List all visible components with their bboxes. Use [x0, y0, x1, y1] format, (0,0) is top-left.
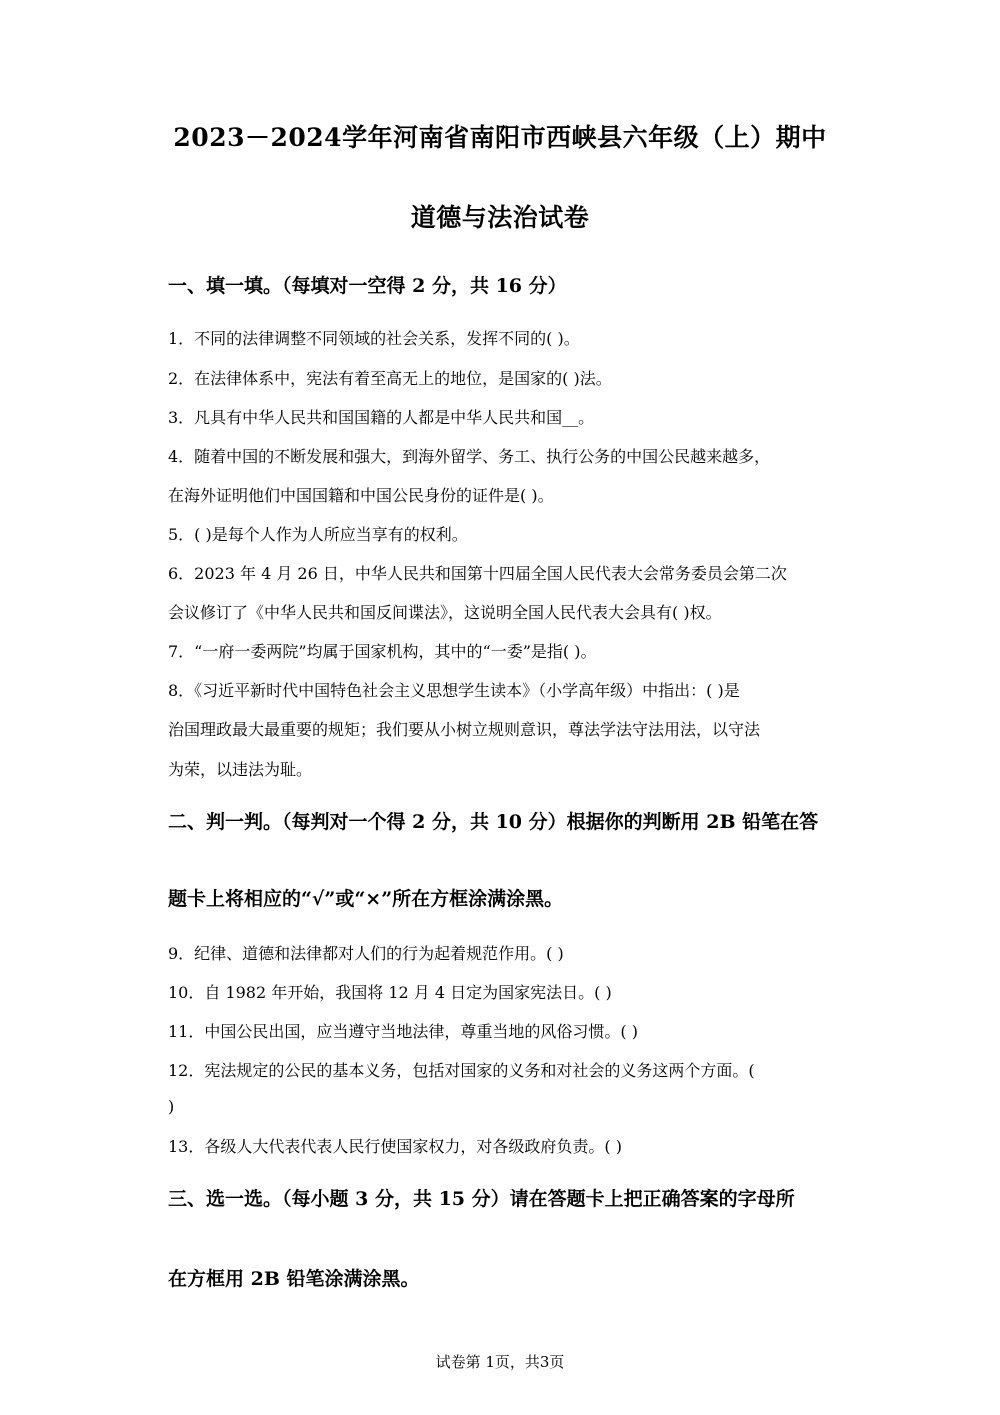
question-line: 3．凡具有中华人民共和国国籍的人都是中华人民共和国__。 [168, 408, 595, 427]
exam-title-line1: 2023－2024学年河南省南阳市西峡县六年级（上）期中 [173, 123, 827, 152]
exam-title-line2: 道德与法治试卷 [410, 203, 590, 232]
question-line: 为荣，以违法为耻。 [168, 760, 313, 779]
question-line: 1．不同的法律调整不同领域的社会关系，发挥不同的( )。 [168, 329, 580, 348]
question-line: 会议修订了《中华人民共和国反间谍法》，这说明全国人民代表大会具有( )权。 [168, 603, 722, 622]
question-line: 10．自 1982 年开始，我国将 12 月 4 日定为国家宪法日。( ) [168, 983, 612, 1002]
question-line: 9．纪律、道德和法律都对人们的行为起着规范作用。( ) [168, 944, 564, 963]
question-line: 治国理政最大最重要的规矩；我们要从小树立规则意识，尊法学法守法用法，以守法 [168, 720, 761, 739]
question-line: 12．宪法规定的公民的基本义务，包括对国家的义务和对社会的义务这两个方面。( [168, 1061, 755, 1080]
question-line: 在海外证明他们中国国籍和中国公民身份的证件是( )。 [168, 486, 554, 505]
section3-heading-line1: 三、选一选。（每小题 3 分，共 15 分）请在答题卡上把正确答案的字母所 [168, 1188, 795, 1210]
section2-heading-line2: 题卡上将相应的“√”或“×”所在方框涂满涂黑。 [168, 888, 564, 910]
question-line: 5．( )是每个人作为人所应当享有的权利。 [168, 525, 468, 544]
question-line: 8．《习近平新时代中国特色社会主义思想学生读本》（小学高年级）中指出：( )是 [168, 681, 740, 700]
section1-heading: 一、填一填。（每填对一空得 2 分，共 16 分） [168, 275, 567, 297]
question-line: 6．2023 年 4 月 26 日，中华人民共和国第十四届全国人民代表大会常务委员会第二次 [168, 564, 787, 583]
section2-heading-line1: 二、判一判。（每判对一个得 2 分，共 10 分）根据你的判断用 2B 铅笔在答 [168, 811, 819, 833]
question-line: 4．随着中国的不断发展和强大，到海外留学、务工、执行公务的中国公民越来越多， [168, 447, 771, 466]
question-line: 2．在法律体系中，宪法有着至高无上的地位，是国家的( )法。 [168, 369, 612, 388]
question-line: ) [168, 1097, 175, 1116]
section3-heading-line2: 在方框用 2B 铅笔涂满涂黑。 [168, 1268, 420, 1290]
question-line: 13．各级人大代表代表人民行使国家权力，对各级政府负责。( ) [168, 1137, 622, 1156]
page-footer: 试卷第 1页，共3页 [435, 1353, 565, 1371]
question-line: 7．“一府一委两院”均属于国家机构，其中的“一委”是指( )。 [168, 642, 597, 661]
question-line: 11．中国公民出国，应当遵守当地法律，尊重当地的风俗习惯。( ) [168, 1022, 638, 1041]
